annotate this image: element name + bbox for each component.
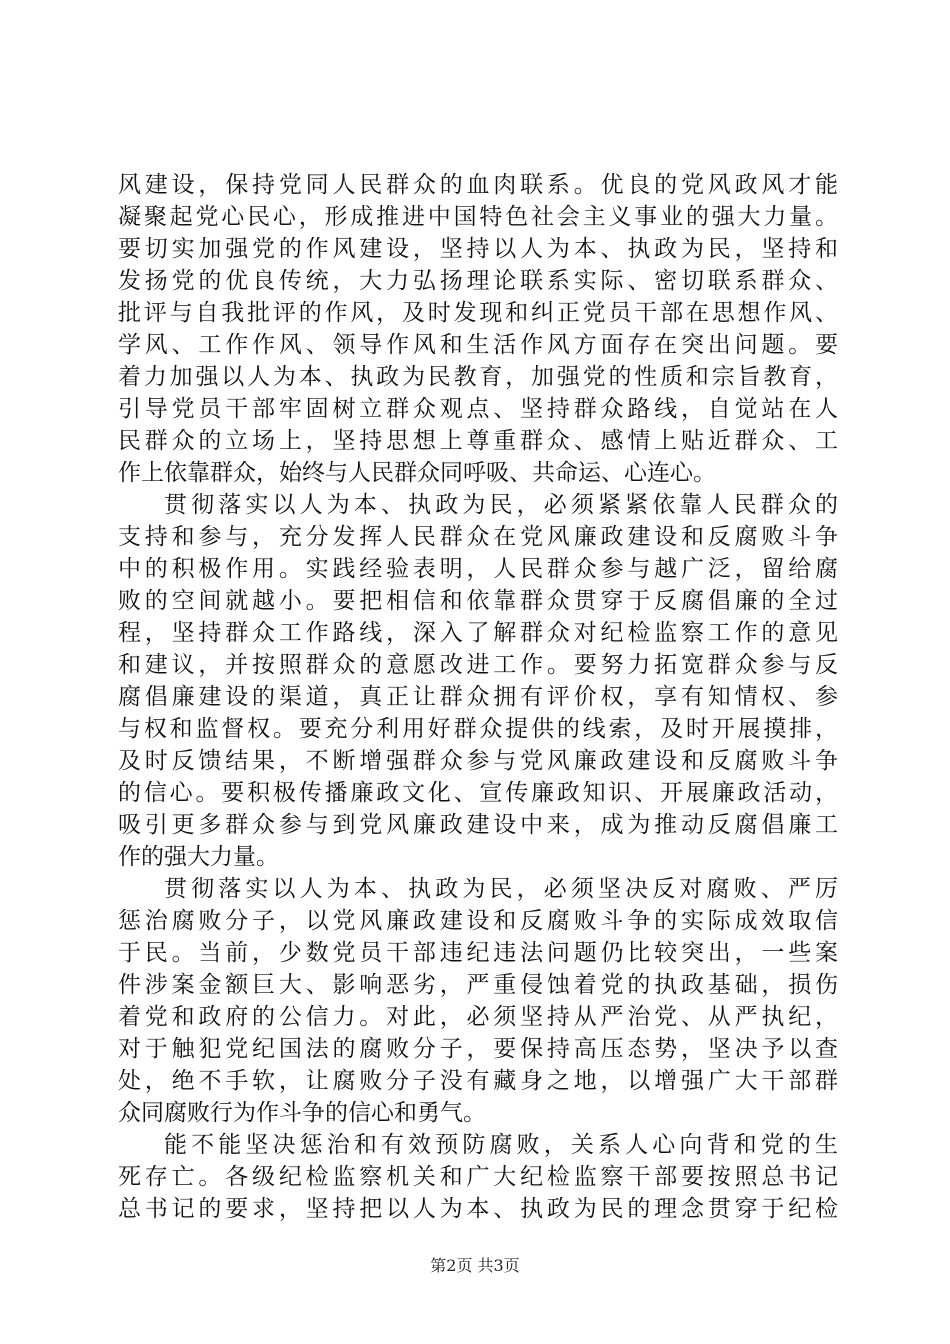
text-line: 腐倡廉建设的渠道，真正让群众拥有评价权，享有知情权、参 — [118, 684, 838, 710]
text-line: 件涉案金额巨大、影响恶劣，严重侵蚀着党的执政基础，损伤 — [118, 972, 838, 998]
text-line: 中的积极作用。实践经验表明，人民群众参与越广泛，留给腐 — [118, 556, 838, 582]
text-line: 死存亡。各级纪检监察机关和广大纪检监察干部要按照总书记 — [118, 1164, 838, 1190]
text-line: 民群众的立场上，坚持思想上尊重群众、感情上贴近群众、工 — [118, 428, 838, 454]
text-line: 着党和政府的公信力。对此，必须坚持从严治党、从严执纪， — [118, 1004, 838, 1030]
text-line: 学风、工作作风、领导作风和生活作风方面存在突出问题。要 — [118, 332, 838, 358]
text-line: 和建议，并按照群众的意愿改进工作。要努力拓宽群众参与反 — [118, 652, 838, 678]
page-number: 第2页 共3页 — [430, 1256, 520, 1275]
paragraph-first-line: 能不能坚决惩治和有效预防腐败，关系人心向背和党的生 — [164, 1132, 838, 1158]
text-line: 作上依靠群众，始终与人民群众同呼吸、共命运、心连心。 — [118, 460, 716, 486]
text-line: 要切实加强党的作风建设，坚持以人为本、执政为民，坚持和 — [118, 236, 838, 262]
text-line: 总书记的要求，坚持把以人为本、执政为民的理念贯穿于纪检 — [118, 1196, 838, 1222]
text-line: 发扬党的优良传统，大力弘扬理论联系实际、密切联系群众、 — [118, 268, 838, 294]
text-line: 败的空间就越小。要把相信和依靠群众贯穿于反腐倡廉的全过 — [118, 588, 838, 614]
text-line: 作的强大力量。 — [118, 844, 279, 870]
text-line: 程，坚持群众工作路线，深入了解群众对纪检监察工作的意见 — [118, 620, 838, 646]
text-line: 着力加强以人为本、执政为民教育，加强党的性质和宗旨教育， — [118, 364, 838, 390]
text-line: 惩治腐败分子，以党风廉政建设和反腐败斗争的实际成效取信 — [118, 908, 838, 934]
paragraph-first-line: 贯彻落实以人为本、执政为民，必须紧紧依靠人民群众的 — [164, 492, 838, 518]
text-line: 风建设，保持党同人民群众的血肉联系。优良的党风政风才能 — [118, 172, 838, 198]
text-line: 引导党员干部牢固树立群众观点、坚持群众路线，自觉站在人 — [118, 396, 838, 422]
text-line: 于民。当前，少数党员干部违纪违法问题仍比较突出，一些案 — [118, 940, 838, 966]
text-line: 与权和监督权。要充分利用好群众提供的线索，及时开展摸排， — [118, 716, 838, 742]
text-line: 凝聚起党心民心，形成推进中国特色社会主义事业的强大力量。 — [118, 204, 838, 230]
text-line: 对于触犯党纪国法的腐败分子，要保持高压态势，坚决予以查 — [118, 1036, 838, 1062]
text-line: 众同腐败行为作斗争的信心和勇气。 — [118, 1100, 486, 1126]
text-line: 支持和参与，充分发挥人民群众在党风廉政建设和反腐败斗争 — [118, 524, 838, 550]
text-line: 处，绝不手软，让腐败分子没有藏身之地，以增强广大干部群 — [118, 1068, 838, 1094]
paragraph-first-line: 贯彻落实以人为本、执政为民，必须坚决反对腐败、严厉 — [164, 876, 838, 902]
text-line: 的信心。要积极传播廉政文化、宣传廉政知识、开展廉政活动， — [118, 780, 838, 806]
text-line: 批评与自我批评的作风，及时发现和纠正党员干部在思想作风、 — [118, 300, 838, 326]
text-line: 及时反馈结果，不断增强群众参与党风廉政建设和反腐败斗争 — [118, 748, 838, 774]
text-line: 吸引更多群众参与到党风廉政建设中来，成为推动反腐倡廉工 — [118, 812, 838, 838]
